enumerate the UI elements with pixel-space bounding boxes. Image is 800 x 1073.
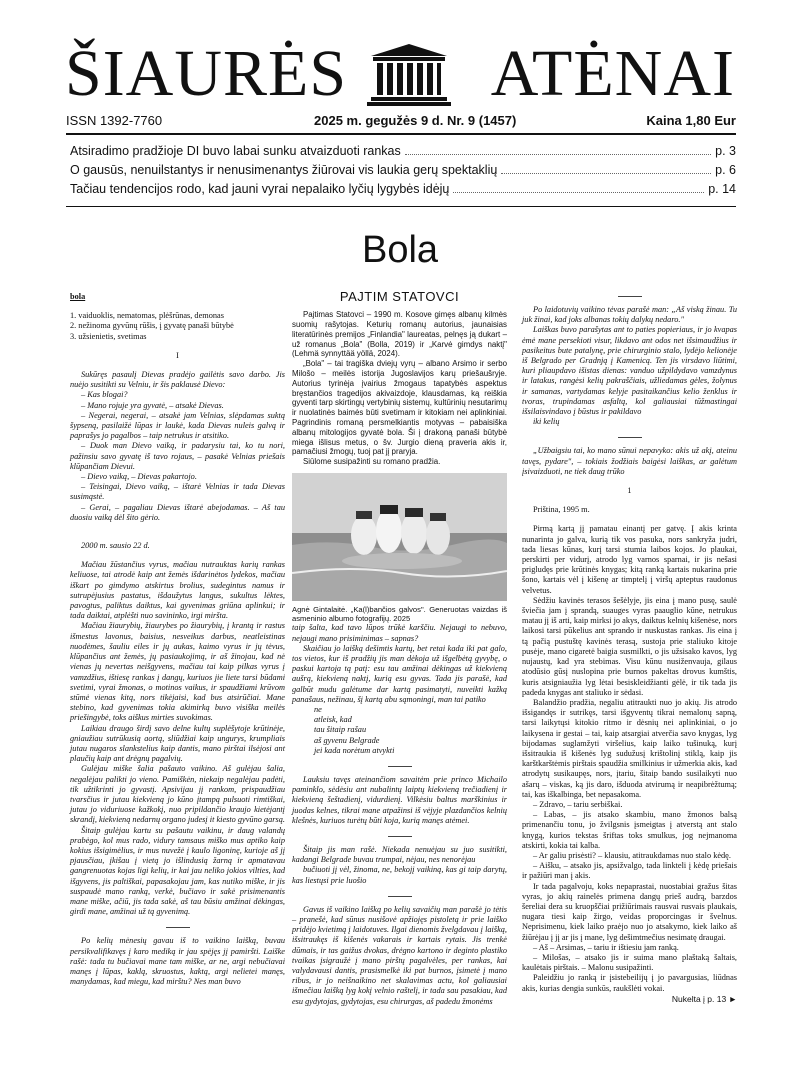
- paragraph: Po laidotuvių vaikino tėvas parašė man: „Aš viską žinau. Tu juk žinai, kad joks albanas tokių dalykų nedaro.": [522, 305, 737, 325]
- paragraph: Paleidžiu jo ranką ir įsistebeilijų į jo pavargusias, liūdnas akis, kurias dengia sunkūs, raukšlėti vokai.: [522, 973, 737, 993]
- paragraph: Sukūręs pasaulį Dievas pradėjo gailėtis savo darbo. Jis nuėjo susitikti su Velniu, ir šis paklausė Dievo:: [70, 370, 285, 390]
- dialogue-line: – Mano rojuje yra gyvatė, – atsakė Dievas.: [81, 400, 224, 410]
- paragraph: Skaičiau jo laišką dešimtis kartų, bet retai kada iki pat galo, tos vietos, kur iš pradžių jis man dėkoja už išgelbėtą gyvybę, o paskui kartoja tą patį: esu tau amžinai dėkingas už kiekvieną aušrą, kiekvieną naktį, kurią esu gyvas. Tada jis parašė, kad galbūt mudu galėtume dar kartą pasimatyti, nuveikti kažką panašaus, nežinau, šį kartą abu sąmoningi, man tai patiko: [292, 643, 507, 704]
- issue-date: 2025 m. gegužės 9 d. Nr. 9 (1457): [314, 113, 517, 128]
- paragraph: Šitaip gulėjau kartu su pašautu vaikinu, ir daug valandų prabėgo, kol mus rado, vidury tamsaus miško mus aptiko kaip kokius išsigimėlius, ir mus nuvežė į kaulo ligoninę, kurioje aš jį pjausčiau, įkišau į vietą jo išlindusią žarną ir apmatavau gangrenuotas kojas ligi kelių, ir kai jau neliko jokios vilties, kad išgyvens, jis paltiškai, papasakojau jam, kas nutiko miške, ir jis suspaudė mano ranką, verkė, bučiavo ir sakė prisimenantis mane miške, ačiū, jis tada sakė, aš tau būsiu amžinai dėkingas, girdi mane, amžinai už tą gyvenimą.: [70, 825, 285, 917]
- toc-item-page: p. 14: [708, 182, 736, 196]
- continued-link[interactable]: Nukelta į p. 13 ►: [671, 993, 737, 1004]
- price: Kaina 1,80 Eur: [646, 113, 736, 128]
- date-line: 2000 m. sausio 22 d.: [81, 541, 150, 551]
- paragraph: Gavus iš vaikino laišką po kelių savaičių man parašė jo tėtis – pranešė, kad sūnus nusišovė apžiojęs pistoletą ir prie laiško pridėjo kvietimą į laidotuves. Ilgai dienomis žvelgdavau į laišką, išsitraukęs iš kišenės vakarais ir kartais rytais. Jis trenkė dūmais, ir tas gaižus dvokas, drėgno kartono ir deginto plastiko tvaikas įsigraužė į mano pirštų pagalvėles, per rankas, kai valydavausi dantis, prasismelkė iki pat burnos, įsimetė į mano ribus, ir jo neišnaikino net skalavimas actu, kol galiausiai išmečiau laišką lyg kokį velnio raštelį, ir tada sau pasakiau, kad esu gydytojas, gydytojas, esu chirurgas, aš padedu žmonėms: [292, 904, 507, 1006]
- paragraph: Balandžio pradžia, negaliu atitraukti nuo jo akių. Jis atrodo išsigandęs ir sutrikęs, tarsi išgyventų tikrai nemalonų sapną, tarsi laikytųsi kitokio ritmo ir dėsnių nei aplinkiniai, o jo laikysena ir gestai – tai, kaip atsargiai atverčia savo knygas, lyg bijodamas suglamžyti viršelius, kaip laiko tušinuką, kurį išsitraukia iš kišenės lyg sudužusį krištolinį stiklą, kaip jis karštkarštėmis pirštais spaudžia smilkinius ir užmerkia akis, kad atrodytų susikaupęs, nors, įtariu, šitaip bando susilaikyti nuo ašarų – viskas, ką jis daro, išduoda atvirumą ir neapibrėžtumą; tai, kas iškalbinga, bet nepasakoma.: [522, 697, 737, 799]
- paragraph: Šitaip jis man rašė. Niekada nenuėjau su juo susitikti, kadangi Belgrade buvau trumpai, nėjau, nes nenorėjau: [292, 845, 507, 865]
- section-divider: [388, 896, 412, 897]
- artwork-image: [292, 473, 507, 601]
- toc-item-title: O gausūs, nenuilstantys ir nenusimenantys žiūrovai vis laukia gerų spektaklių: [70, 163, 498, 177]
- dialogue-line: – Gerai, – pagaliau Dievas ištarė abejodamas. – Aš tau duosiu vaiką dėl šito gėrio.: [70, 502, 285, 522]
- paragraph: Po kelių mėnesių gavau iš to vaikino laišką, buvau persikvalifikavęs į karo mediką ir jau spėjęs jį pamiršti. Laiške rašė: tada tu bučiavai mane tam miške, ar ne, argi nebučiavai manęs į lūpas, kaklą, skruostus, kaktą, argi nelietei manęs, manydamas, kad miegu, kad mirštu? Nes man buvo: [70, 936, 285, 987]
- section-divider: [388, 766, 412, 767]
- toc-item[interactable]: [70, 182, 736, 201]
- columns-icon: [367, 42, 451, 106]
- dialogue-line: – Negerai, negerai, – atsakė jam Velnias, slėpdamas suktą šypseną, pasilaižė lūpas ir laukė, kada Dievas nuleis galvą ir paprašys jo pagalbos – taip netrukus ir atsitiko.: [70, 410, 285, 441]
- dialogue-line: – Milošas, – atsako jis ir suima mano plaštaką šaltais, kaulėtais pirštais. – Malonu susipažinti.: [522, 952, 737, 973]
- paragraph: Mačiau žūstančius vyrus, mačiau nutrauktas karių rankas keliuose, tai atrodė kaip ant žemės išdarinėtos lydekos, mačiau iškart po gimdymo atskirtus brolius, sudegintus namus ir sutrupėjusius pastatus, išdaužytus langus, sukultus lėktes, pavogtus, paliktus daiktus, kai gyvenimas griūna aplinkui; ir tada daiktai, atplėšti nuo savininko, irgi miršta.: [70, 560, 285, 621]
- issn: ISSN 1392-7760: [66, 113, 163, 128]
- section-divider: [618, 437, 642, 438]
- toc-item-title: Tačiau tendencijos rodo, kad jauni vyrai nepalaiko lyčių lygybės idėjų: [70, 182, 450, 196]
- toc-item-title: Atsiradimo pradžioje DI buvo labai sunku atvaizduoti rankas: [70, 144, 401, 158]
- paragraph: Sėdžiu kavinės terasos šešėlyje, jis eina į mano pusę, saulė šviečia jam į sprandą, suauges vyras paauglio kūne, netrukus matau jį iš arti, kaip mirksi jo akys, daiktus kelnių kišenėse, nors laikosi tarsi pūkelius ant sprando ir nuskustas rankas. Jis eina į tą pačią pustuštę kavinės terasą, sustoja prie staliuko kitoje pusėje, mano cigaretė baigia susmilkti, o jis užsisako kavos, lyg nujaustų, kad yra stebimas. Visu kūnu nusiženvauja, gilaus atodūsio gūsį nuslopina prie burnos pakeltas drovus kumštis, kuris atsigniaužia lyg lėtai besiskleidžianti gėlė, ir tik tada jis padeda knygas ant staliuko ir sėdasi.: [522, 595, 737, 697]
- intro-paragraph: Siūlome susipažinti su romano pradžia.: [303, 457, 441, 467]
- divider: [66, 206, 736, 207]
- intro-paragraph: Pajtimas Statovci – 1990 m. Kosove gimęs albanų kilmės suomių rašytojas. Keturių romanų autorius, jaunaisias literatūrinės premijos „Finlandia" laureatas, pelnęs ją dukart – už romanus „Bola" (Bolla, 2019) ir „Karvė gimdys naktį" (Lehmä synnyttää yöllä, 2024).: [292, 310, 507, 359]
- place-date: Priština, 1995 m.: [533, 505, 590, 515]
- image-caption: Agnė Gintalaitė. „Ka(l)bančios galvos". Generuotas vaizdas iš asmeninio albumo fotografijų. 2025: [292, 604, 507, 624]
- poem-line: tau šitaip rašau: [314, 725, 367, 735]
- section-divider: [618, 296, 642, 297]
- intro-paragraph: „Bola" – tai tragiška dviejų vyrų – albano Arsimo ir serbo Milošo – meilės istorija Jugoslavijos karų priešaušryje. Autorius tyrinėja įvairius žmogaus tapatybės aspektus bręstančios tragedijos akivaizdoje, klausdamas, ką reiškia gyventi tarp skirtingų vertybinių sistemų, kultūrinių nesutarimų ir nuolatinės baimės būti svetimam ir kitokiam nei aplinkiniai. Pagrindinis romaną persmelkiantis motyvas – pabaisiška albanų mitologijos gyvatė bola. Ši į drakoną panaši būtybė miega išlisus metus, o šv. Jurgio dieną praveria akis ir, pamačiusi žmogų, tuoj pat jį praryja.: [292, 359, 507, 457]
- paragraph: Mačiau žiaurybių, žiaurybes po žiaurybių, į krantą ir rastus išmestus lavonus, baisius, nesveikus darbus, neatleistinas nuodėmes, šauliu eiles ir jų aukas, kaimo vyrus ir jų tėvus, klūpančius ant žemės, jų pasiaukojimą, ir aš žinojau, kad nė vienas jų nevertas neišgyvens, mačiau tai kaip pilkas vyrus į vamzdžius, ištiesę rankas į dangų, kuriuos jie liete tarsi būdami svetimi, vyrai žmonas, o motinos vaikus, ir spaudžiami krūvom stūmė vienas kitą, nors tikėjaisi, kad bus atsirūčiai. Mane stebino, kad gyvenimas tokia akimirką buvo visiška meilės priešingybė, toks aiškus mirties suvokimas.: [70, 621, 285, 723]
- masthead-title-left: ŠIAURĖS: [65, 37, 348, 110]
- divider: [66, 133, 736, 135]
- paragraph: Lauksiu tavęs ateinančiom savaitėm prie princo Michailo paminklo, sėdėsiu ant nubalintų laiptų kiekvieną trečiadienį ir kiekvieną šeštadienį, vidurdienį. Vilkėsiu baltus marškinius ir juodas kelnes, tikrai mane atpažinsi iš vėjyje plazdančios kelnių klešnės, kuriuos turėtų būti koja, kurią manęs atėmei.: [292, 775, 507, 825]
- table-of-contents: [70, 144, 736, 201]
- paragraph: iki kelių: [533, 417, 560, 427]
- dialogue-line: – Aišku, – atsako jis, apsižvalgo, tada linkteli į kėdę priešais ir pažiūri man į akis.: [522, 861, 737, 881]
- poem-line: aš gyvenu Belgrade: [314, 735, 380, 745]
- paragraph: Ir tada pagalvoju, koks nepaprastai, nuostabiai gražus šitas vyras, jo akių rainelės primena dangų prieš audrą, barzdos šereliai dera su kruopščiai prižiūrimais rausvai rusvais plaukais, nugara tiesi kaip žirgo, veidas proporcingas ir švelnus. Neprisimenu, kiek laiko praėjo nuo jo atsakymo, kiek laiko aš žiūrėjau į jį ar jis į mane, lyg dešimtmečius nesimatę draugai.: [522, 881, 737, 942]
- definition-item: 1. vaiduoklis, nematomas, plėšrūnas, demonas: [70, 311, 224, 321]
- definition-heading: bola: [70, 292, 86, 301]
- dialogue-line: – Duok man Dievo vaiką, ir padarysiu tai, ko tu nori, pažinsiu savo gyvatę iš tavo rojaus, – pasakė Velnias priešais klūpančiam Dievui.: [70, 441, 285, 471]
- dialogue-line: – Teisingai, Dievo vaiką, – ištarė Velnias ir tada Dievas susimąstė.: [70, 482, 285, 502]
- masthead-title-right: ATĖNAI: [490, 37, 735, 110]
- dialogue-line: – Dievo vaiką, – Dievas pakartojo.: [81, 472, 197, 482]
- artwork-heads-icon: [292, 473, 507, 601]
- paragraph: Laikiau draugo širdį savo delne kultų suplėšytoje krūtinėje, gniaužiau sutrūkusią aortą, sliūdžiai kaip ungurys, krumpliais jutau nugaros slankstelius kaip dantis, mano pirštai ilsėjosi ant plaučių kaip ant drėgnų pagalvių.: [70, 723, 285, 764]
- section-number: 1: [627, 486, 632, 496]
- definition-item: 2. nežinoma gyvūnų rūšis, į gyvatę panaši būtybė: [70, 321, 234, 331]
- toc-item-page: p. 3: [715, 144, 736, 158]
- dialogue-line: – Aš – Arsimas, – tariu ir ištiesiu jam ranką.: [533, 942, 679, 952]
- section-divider: [388, 836, 412, 837]
- quote: „Užbaigsiu tai, ko mano sūnui nepavyko: akis už akį, ateinu tavęs, pydare", – tokiais žodžiais baigėsi laiškas, ar galėtum įsivaizduoti, ne tiek daug trūko: [522, 446, 737, 476]
- dialogue-line: – Zdravo, – tariu serbiškai.: [533, 799, 623, 809]
- info-bar: [66, 110, 736, 132]
- toc-item[interactable]: [70, 163, 736, 182]
- paragraph: bučiuoti jį vėl, žinoma, ne, bekojį vaikiną, kas gi taip darytų, kas liestųsi prie luošio: [292, 865, 507, 885]
- definition-item: 3. užsienietis, svetimas: [70, 331, 147, 341]
- column-2: [292, 289, 507, 1007]
- masthead: [65, 38, 735, 110]
- author-name: PAJTIM STATOVCI: [339, 289, 460, 304]
- page-title: Bola: [361, 229, 439, 271]
- dialogue-line: – Ar galiu prisėsti? – klausiu, atitraukdamas nuo stalo kėdę.: [533, 850, 731, 860]
- toc-leader: [405, 146, 711, 155]
- paragraph: Laiškas buvo parašytas ant to paties popieriaus, ir jo kvapas ėmė mane persekioti visur, likdavo ant odos net išsimaudžius ir pasikeitus bute patalynę, prie chirurginio stalo, lydėjo kelionėje iš Belgrado per Gradnją į Kamenicą. Ten jis virsdavo liūtimi, kuri pliaupdavo išistas dienas: vanduo užpildydavo vamzdynus ir latakus, rangėsi kelių pakraščiais, užliedamas gėles, žolynus ir samanas, vartydamas kelyje pasitaikančius kelio ženklus ir tvoras, trupindamas asfaltą, kol galiausiai tūžmastingai išsilaisvindavo į būstus ir pakildavo: [522, 325, 737, 417]
- paragraph: Pirmą kartą jį pamatau einantį per gatvę. Į akis krinta nunarinta jo galva, kurią tik vos pasuka, nors sankryža judri, tada liesas kūnas, kurį tarsi stumia laibos kojos. Jo plaukai, perskirti per vidurį, atrodo lyg varnos sparnai, ir jis nešasi prigludęs prie krūtinės knygas; kitą ranką kartais nukarina prie šono, kartais vėl į kišenę ar timptelį į viršų apteptus raudonus velvetus.: [522, 524, 737, 595]
- poem-line: atleisk, kad: [314, 715, 352, 725]
- toc-item[interactable]: [70, 144, 736, 163]
- column-3: [522, 292, 737, 1004]
- dialogue-line: – Labas, – jis atsako skambiu, mano žmonos balsą primenančiu tonu, jo žvilgsnis įsmeigtas į atverstą ant stalo knygą, kurios tekstas šriftas toks smulkus, jog nejmanoma atskirti, kokia tai kalba.: [522, 810, 737, 850]
- toc-leader: [501, 165, 711, 174]
- section-divider: [166, 927, 190, 928]
- column-1: [70, 292, 285, 987]
- paragraph: Gulėjau miške šalia pašauto vaikino. Aš gulėjau šalia, negalėjau palikti jo vieno. Pamiškėn, niekaip negalėjau padėti, tik užtikrinti jo gyvastį. Apsivijau jį rankom, prispaudžiau tvarsčius ir jutau kiekvieną jo kūno įtampą pulsuoti rimtiškai, jutau jo viduriuose kažkokį, nuo pripildančio kraujo kietėjantį skrandį, kiekvieną nedarnų organo judesį it kiesto gyvūno garsą.: [70, 764, 285, 825]
- poem-line: ne: [314, 704, 322, 714]
- toc-leader: [453, 184, 704, 193]
- letter-excerpt: [292, 705, 507, 756]
- poem-line: jei kada norėtum atvykti: [314, 745, 395, 755]
- section-number: I: [176, 350, 179, 360]
- paragraph: taip šalta, kad tavo lūpos trūkė karščiu. Nejaugi to nebuvo, nejaugi mano prisiminimas – sapnas?: [292, 623, 507, 643]
- toc-item-page: p. 6: [715, 163, 736, 177]
- dialogue-line: – Kas blogai?: [81, 390, 128, 400]
